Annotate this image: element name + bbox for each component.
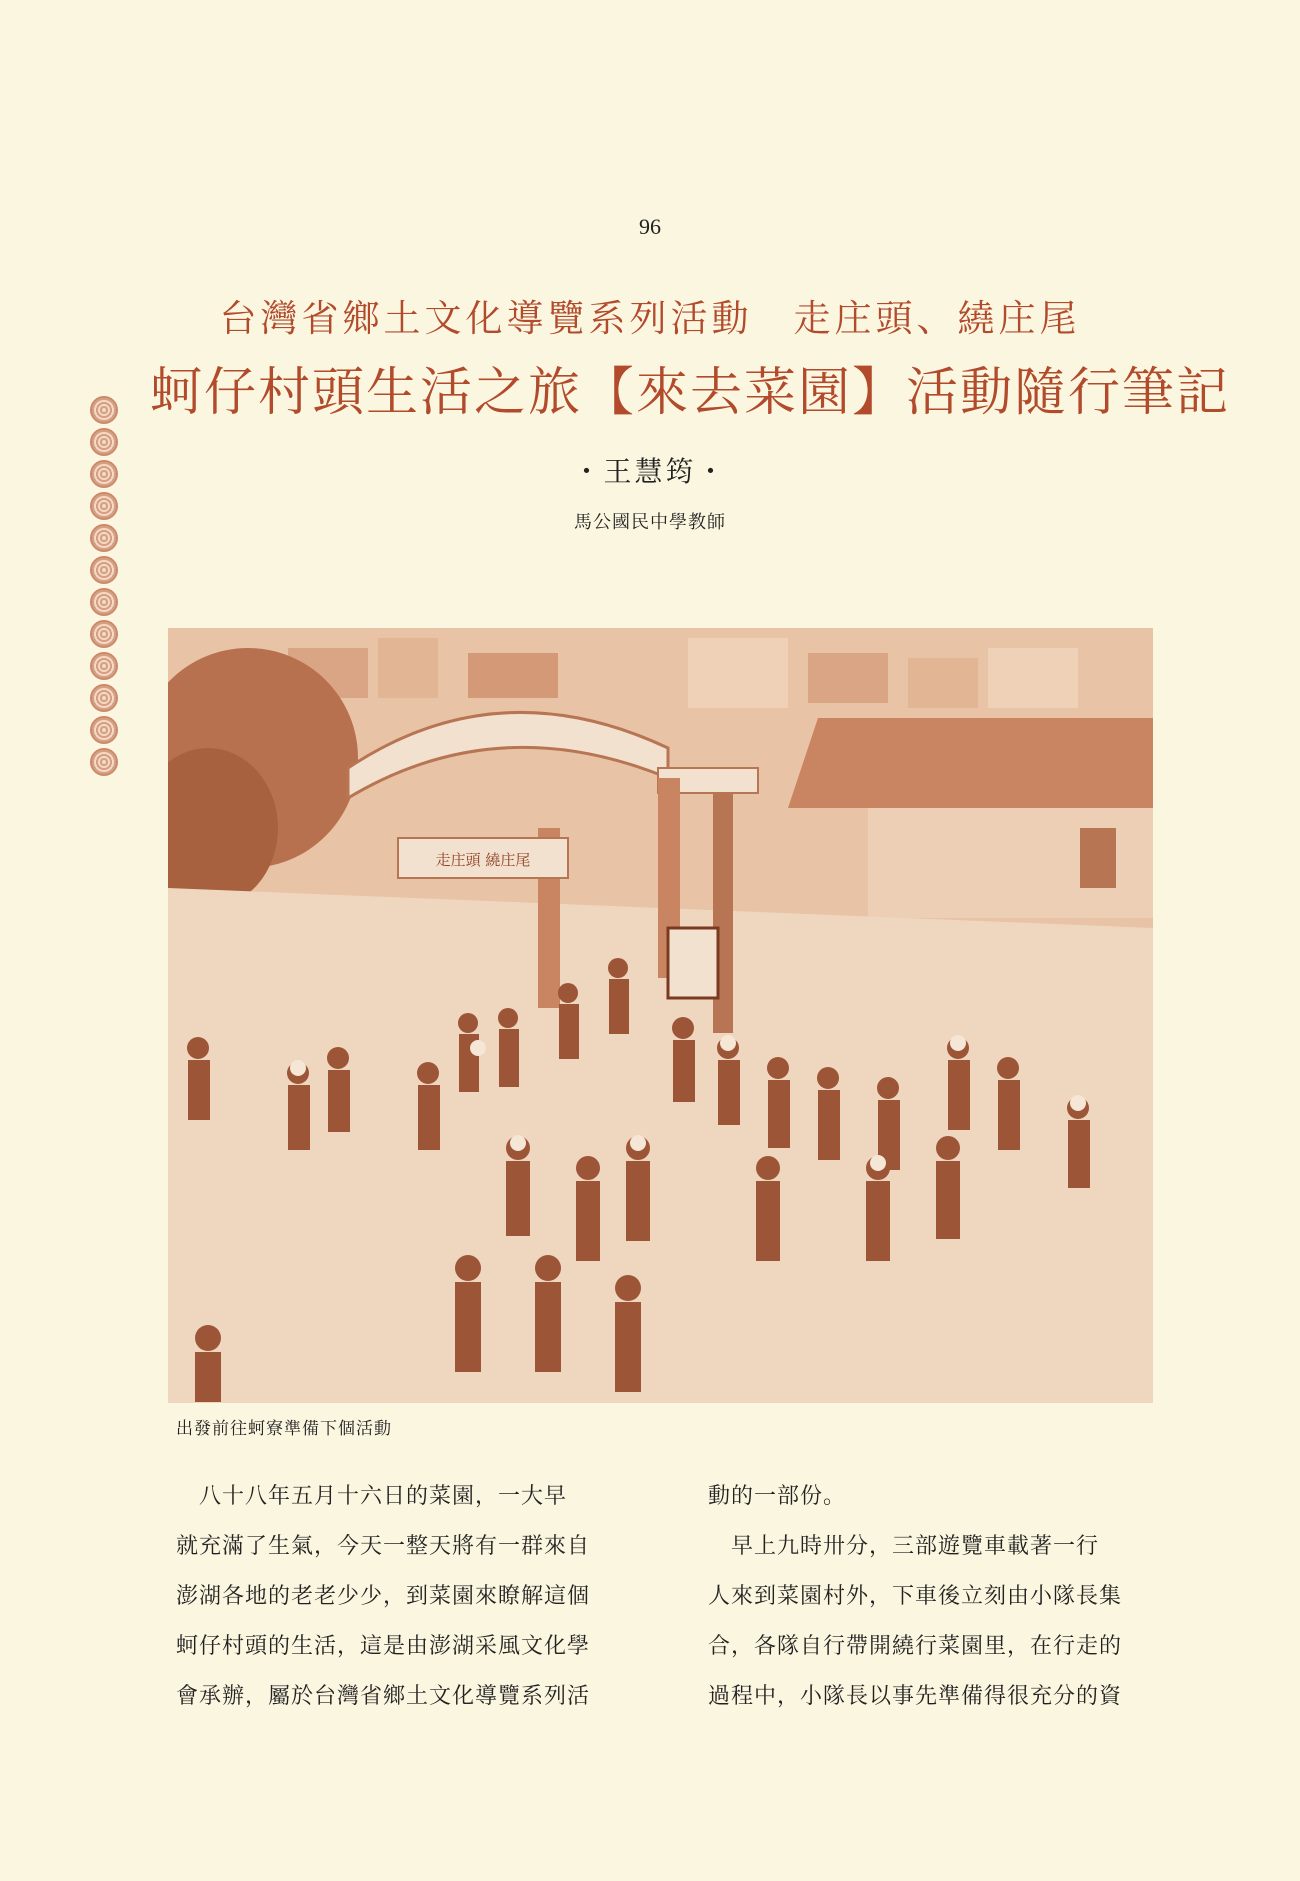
- decorative-ornament-border: [88, 396, 124, 780]
- ornament-icon: [90, 428, 118, 456]
- ornament-icon: [90, 524, 118, 552]
- ornament-icon: [90, 492, 118, 520]
- body-line: 就充滿了生氣，今天一整天將有一群來自: [176, 1534, 591, 1559]
- ornament-icon: [90, 620, 118, 648]
- ornament-icon: [90, 460, 118, 488]
- body-line: 過程中，小隊長以事先準備得很充分的資: [708, 1684, 1123, 1709]
- author-affiliation: 馬公國民中學教師: [574, 512, 726, 533]
- photo-caption: 出發前往蚵寮準備下個活動: [176, 1419, 392, 1439]
- body-line: 動的一部份。: [708, 1484, 847, 1509]
- banner-text: 走庄頭 繞庄尾: [435, 851, 531, 869]
- article-title: 蚵仔村頭生活之旅【來去菜園】活動隨行筆記: [150, 363, 1231, 423]
- ornament-icon: [90, 396, 118, 424]
- series-title: 台灣省鄉土文化導覽系列活動 走庄頭、繞庄尾: [219, 297, 1081, 340]
- body-line: 人來到菜園村外，下車後立刻由小隊長集: [708, 1584, 1123, 1609]
- page-number: 96: [639, 214, 661, 239]
- ornament-icon: [90, 556, 118, 584]
- ornament-icon: [90, 588, 118, 616]
- body-line: 蚵仔村頭的生活，這是由澎湖采風文化學: [176, 1634, 591, 1659]
- body-line: 合，各隊自行帶開繞行菜園里，在行走的: [708, 1634, 1123, 1659]
- body-line: 八十八年五月十六日的菜園，一大早: [176, 1484, 568, 1509]
- body-line: 早上九時卅分，三部遊覽車載著一行: [708, 1534, 1100, 1559]
- body-column-right: [708, 1472, 1173, 1722]
- event-photo: [168, 628, 1153, 1403]
- ornament-icon: [90, 748, 118, 776]
- body-column-left: [176, 1472, 636, 1722]
- ornament-icon: [90, 684, 118, 712]
- ornament-icon: [90, 716, 118, 744]
- author-name: ・王慧筠・: [572, 455, 728, 488]
- event-photo-illustration: [168, 628, 1153, 1403]
- body-line: 會承辦，屬於台灣省鄉土文化導覽系列活: [176, 1684, 591, 1709]
- ornament-icon: [90, 652, 118, 680]
- body-line: 澎湖各地的老老少少，到菜園來瞭解這個: [176, 1584, 591, 1609]
